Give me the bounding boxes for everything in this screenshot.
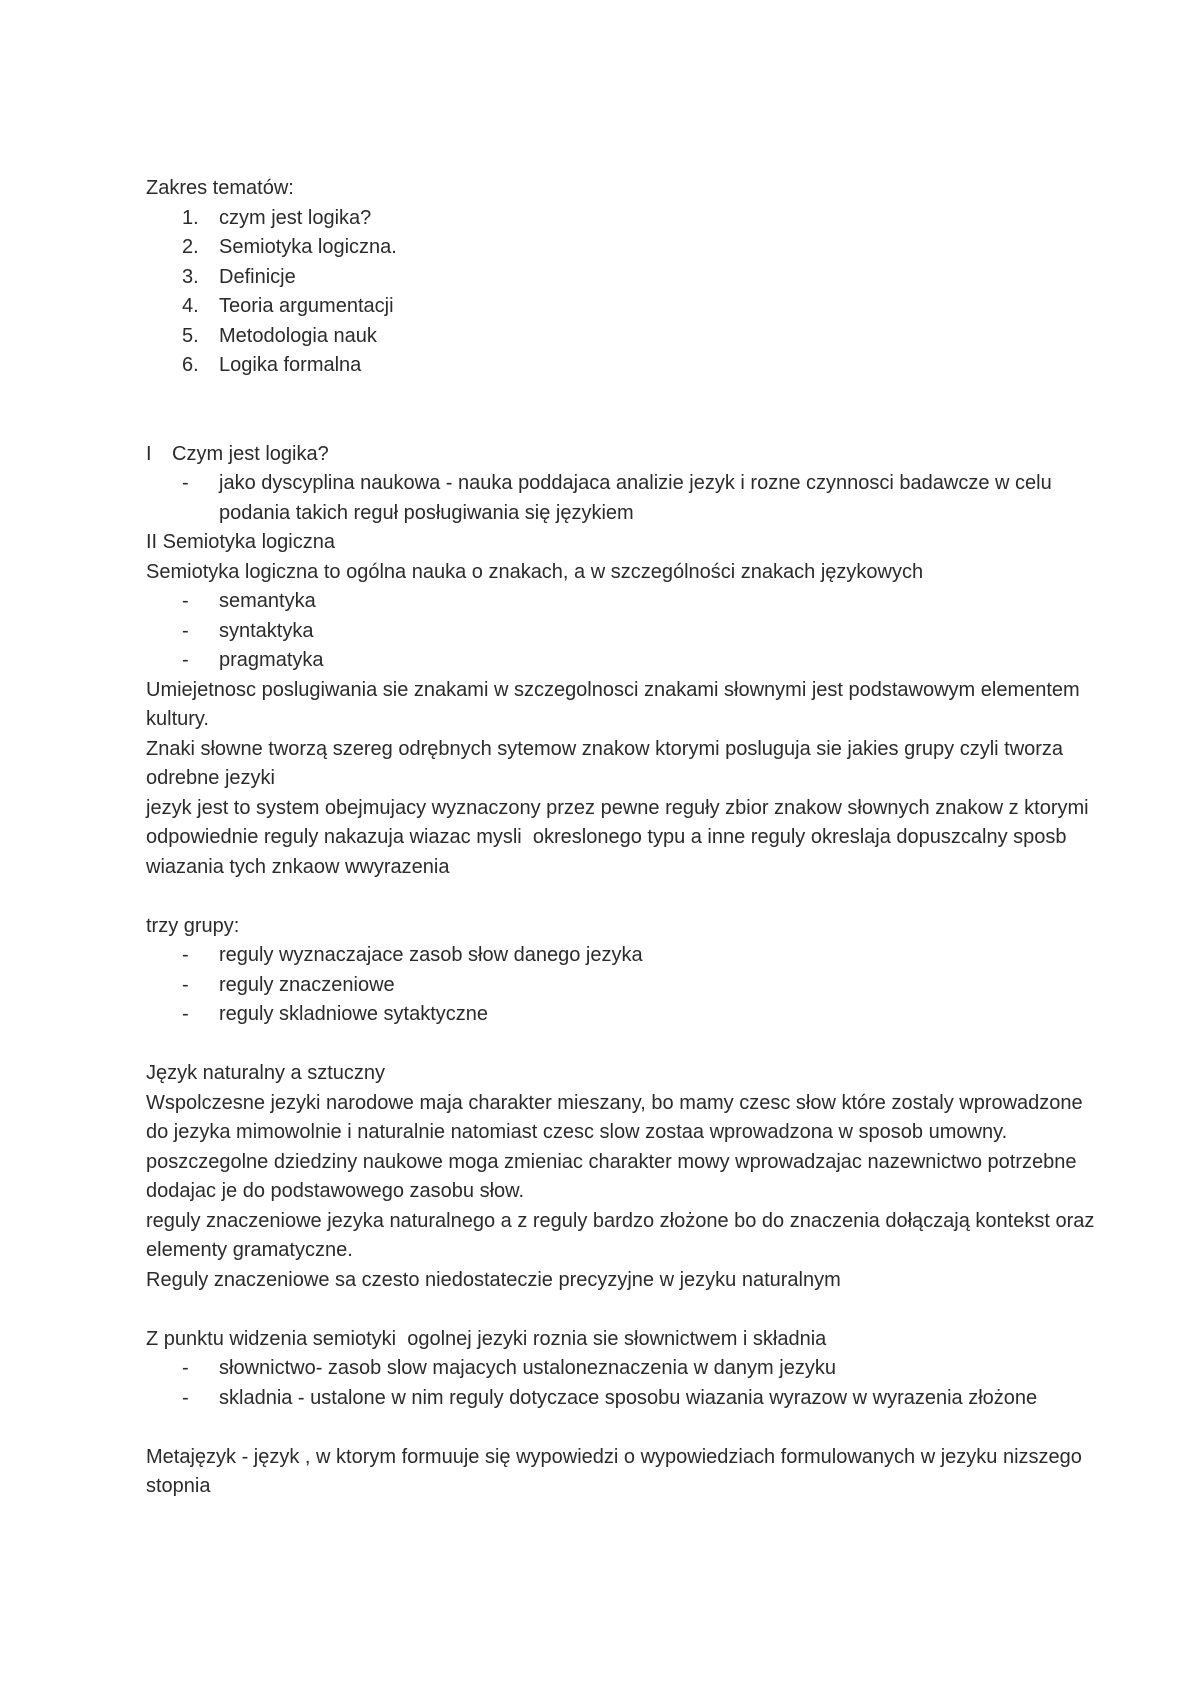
paragraph: jezyk jest to system obejmujacy wyznaczony przez pewne reguły zbior znakow słownych znakow z ktorymi odpowiednie reguly nakazuja wiazac mysli okreslonego typu a inne reguly okreslaja dopuszcalny sposb wiazania tych znkaow wwyrazenia bbox=[146, 796, 1095, 878]
toc-item bbox=[146, 204, 1100, 234]
toc-item-text: Metodologia nauk bbox=[219, 324, 377, 347]
paragraph: Wspolczesne jezyki narodowe maja charakter mieszany, bo mamy czesc słow które zostaly wprowadzone do jezyka mimowolnie i naturalnie natomiast czesc slow zostaa wprowadzona w sposob umowny. bbox=[146, 1091, 1089, 1143]
section2-heading: II Semiotyka logiczna bbox=[146, 531, 335, 553]
dash-marker: - bbox=[182, 1386, 189, 1409]
section1-marker: I bbox=[146, 442, 152, 465]
spacer bbox=[146, 1413, 1100, 1443]
groups-list bbox=[146, 941, 1100, 1030]
paragraph: reguly znaczeniowe jezyka naturalnego a z reguly bardzo złożone bo do znaczenia dołączają kontekst oraz elementy gramatyczne. bbox=[146, 1209, 1100, 1261]
paragraph: poszczegolne dziedziny naukowe moga zmieniac charakter mowy wprowadzajac nazewnictwo potrzebne dodajac je do podstawowego zasobu słow. bbox=[146, 1150, 1083, 1202]
toc-item bbox=[146, 292, 1100, 322]
toc-item-number: 2. bbox=[182, 236, 199, 258]
metalanguage-paragraph: Metajęzyk - język , w ktorym formuuje się wypowiedzi o wypowiedziach formulowanych w jezyku nizszego stopnia bbox=[146, 1445, 1088, 1497]
toc-item-text: Semiotyka logiczna. bbox=[219, 236, 397, 258]
list-item-text: jako dyscyplina naukowa - nauka poddajaca analizie jezyk i rozne czynnosci badawcze w celu podania takich reguł posługiwania się językiem bbox=[219, 472, 1052, 524]
toc-item bbox=[146, 322, 1100, 352]
list-item-text: pragmatyka bbox=[219, 649, 324, 671]
list-item bbox=[146, 617, 1100, 647]
dash-marker: - bbox=[182, 649, 189, 671]
list-item bbox=[146, 941, 1100, 971]
toc-list bbox=[146, 204, 1100, 381]
semiotics-branches-list bbox=[146, 587, 1100, 676]
spacer bbox=[146, 1030, 1100, 1060]
toc-item bbox=[146, 351, 1100, 381]
list-item-text: słownictwo- zasob slow majacych ustaloneznaczenia w danym jezyku bbox=[219, 1357, 836, 1379]
dash-marker: - bbox=[182, 944, 189, 966]
toc-item-number: 5. bbox=[182, 324, 199, 347]
toc-item-number: 1. bbox=[182, 206, 199, 229]
section1-title: Czym jest logika? bbox=[172, 442, 329, 465]
list-item-text: reguly znaczeniowe bbox=[219, 973, 395, 996]
list-item-text: syntaktyka bbox=[219, 619, 314, 642]
list-item bbox=[146, 469, 1100, 528]
section1-list bbox=[146, 469, 1100, 528]
toc-heading: Zakres tematów: bbox=[146, 177, 294, 199]
paragraph: Umiejetnosc poslugiwania sie znakami w szczegolnosci znakami słownymi jest podstawowym elementem kultury. bbox=[146, 678, 1086, 730]
list-item bbox=[146, 971, 1100, 1001]
semiotics-heading: Z punktu widzenia semiotyki ogolnej jezyki roznia sie słownictwem i składnia bbox=[146, 1327, 827, 1350]
dash-marker: - bbox=[182, 472, 189, 494]
toc-item-number: 4. bbox=[182, 295, 199, 317]
list-item-text: semantyka bbox=[219, 590, 316, 612]
toc-item bbox=[146, 233, 1100, 263]
paragraph: Reguly znaczeniowe sa czesto niedostateczie precyzyjne w jezyku naturalnym bbox=[146, 1268, 841, 1291]
list-item-text: skladnia - ustalone w nim reguly dotyczace sposobu wiazania wyrazow w wyrazenia złożone bbox=[219, 1386, 1038, 1409]
list-item-text: reguly skladniowe sytaktyczne bbox=[219, 1003, 489, 1025]
natural-heading: Język naturalny a sztuczny bbox=[146, 1062, 385, 1084]
dash-marker: - bbox=[182, 1357, 189, 1379]
groups-heading: trzy grupy: bbox=[146, 914, 240, 937]
dash-marker: - bbox=[182, 619, 189, 642]
list-item bbox=[146, 1354, 1100, 1384]
list-item bbox=[146, 587, 1100, 617]
toc-item-number: 3. bbox=[182, 265, 199, 288]
list-item-text: reguly wyznaczajace zasob słow danego jezyka bbox=[219, 944, 643, 966]
list-item bbox=[146, 1000, 1100, 1030]
spacer bbox=[146, 381, 1100, 440]
dash-marker: - bbox=[182, 1003, 189, 1025]
section2-intro: Semiotyka logiczna to ogólna nauka o znakach, a w szczególności znakach językowych bbox=[146, 560, 924, 583]
dash-marker: - bbox=[182, 973, 189, 996]
toc-item-text: Definicje bbox=[219, 265, 296, 288]
toc-item-text: Logika formalna bbox=[219, 354, 362, 376]
list-item bbox=[146, 1384, 1100, 1414]
section1-heading bbox=[146, 440, 1100, 470]
toc-item-text: czym jest logika? bbox=[219, 206, 372, 229]
dash-marker: - bbox=[182, 590, 189, 612]
list-item bbox=[146, 646, 1100, 676]
spacer bbox=[146, 882, 1100, 912]
semiotics-list bbox=[146, 1354, 1100, 1413]
toc-item bbox=[146, 263, 1100, 293]
toc-item-text: Teoria argumentacji bbox=[219, 295, 394, 317]
toc-item-number: 6. bbox=[182, 354, 199, 376]
paragraph: Znaki słowne tworzą szereg odrębnych sytemow znakow ktorymi posluguja sie jakies grupy czyli tworza odrebne jezyki bbox=[146, 737, 1069, 789]
spacer bbox=[146, 1295, 1100, 1325]
